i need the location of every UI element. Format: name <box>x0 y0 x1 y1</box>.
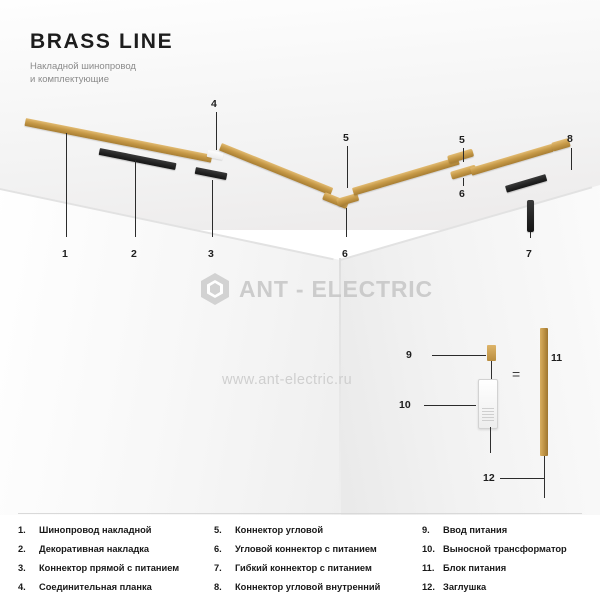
callout-2: 2 <box>131 248 137 260</box>
legend-item-6 <box>214 543 422 555</box>
legend-item-3 <box>18 562 214 574</box>
transformer-vent-lines <box>482 408 494 422</box>
power-input-9-cap <box>487 345 496 361</box>
legend-divider <box>18 513 582 514</box>
legend-item-12 <box>422 581 582 593</box>
callout-4: 4 <box>211 98 217 110</box>
leader-line-5b <box>463 148 464 162</box>
leader-line-1 <box>66 133 67 237</box>
legend-number: 6. <box>214 544 222 554</box>
legend-item-10 <box>422 543 582 555</box>
legend-label: Соединительная планка <box>39 582 152 592</box>
legend-number: 7. <box>214 563 222 573</box>
legend-list <box>18 524 582 593</box>
legend-label: Гибкий коннектор с питанием <box>235 563 372 573</box>
legend-label: Коннектор угловой <box>235 525 324 535</box>
flex-connector-7-body <box>527 200 534 232</box>
callout-6b: 6 <box>459 188 465 200</box>
remote-transformer-10 <box>478 379 498 429</box>
callout-1: 1 <box>62 248 68 260</box>
watermark-logo <box>200 272 433 306</box>
legend-number: 1. <box>18 525 26 535</box>
legend-number: 2. <box>18 544 26 554</box>
legend-label: Декоративная накладка <box>39 544 150 554</box>
callout-8: 8 <box>567 133 573 145</box>
legend-item-8 <box>214 581 422 593</box>
callout-3: 3 <box>208 248 214 260</box>
callout-5b: 5 <box>459 134 465 146</box>
legend-item-2 <box>18 543 214 555</box>
leader-line-12 <box>500 478 544 479</box>
legend-label: Выносной трансформатор <box>443 544 567 554</box>
legend-number: 3. <box>18 563 26 573</box>
equals-sign: = <box>512 366 521 382</box>
leader-line-6b <box>463 178 464 186</box>
legend-label: Заглушка <box>443 582 487 592</box>
legend-number: 8. <box>214 582 222 592</box>
leader-line-3 <box>212 180 213 237</box>
legend-number: 9. <box>422 525 430 535</box>
legend-label: Коннектор угловой внутренний <box>235 582 381 592</box>
page-title: BRASS LINE <box>30 30 174 53</box>
transformer-wire <box>490 427 491 453</box>
callout-9: 9 <box>406 349 412 361</box>
subtitle-line-2: и комплектующие <box>30 74 109 85</box>
watermark-text: ANT - ELECTRIC <box>239 275 433 302</box>
callout-7: 7 <box>526 248 532 260</box>
legend-label: Блок питания <box>443 563 507 573</box>
legend-label: Шинопровод накладной <box>39 525 152 535</box>
callout-10: 10 <box>399 399 411 411</box>
legend-label: Угловой коннектор с питанием <box>235 544 377 554</box>
legend-label: Коннектор прямой с питанием <box>39 563 180 573</box>
legend-item-11 <box>422 562 582 574</box>
hexagon-cube-icon <box>200 272 230 306</box>
legend-item-7 <box>214 562 422 574</box>
subtitle-block <box>30 60 173 86</box>
leader-line-5a <box>347 146 348 188</box>
callout-5a: 5 <box>343 132 349 144</box>
leader-line-2 <box>135 160 136 237</box>
callout-6a: 6 <box>342 248 348 260</box>
leader-line-9 <box>432 355 486 356</box>
leader-line-6a <box>346 208 347 237</box>
legend-number: 4. <box>18 582 26 592</box>
leader-line-8 <box>571 148 572 170</box>
legend-item-1 <box>18 524 214 536</box>
legend-number: 10. <box>422 544 435 554</box>
callout-11: 11 <box>551 352 563 364</box>
legend-item-9 <box>422 524 582 536</box>
power-supply-11-wire <box>544 456 545 498</box>
legend-label: Ввод питания <box>443 525 508 535</box>
legend-item-4 <box>18 581 214 593</box>
watermark-url: www.ant-electric.ru <box>222 372 353 388</box>
legend-number: 11. <box>422 563 435 573</box>
leader-line-4 <box>216 112 217 150</box>
power-supply-11 <box>540 328 548 456</box>
leader-line-10 <box>424 405 476 406</box>
legend-item-5 <box>214 524 422 536</box>
legend-number: 5. <box>214 525 222 535</box>
subtitle-line-1: Накладной шинопровод <box>30 61 136 72</box>
brand-block <box>30 30 173 86</box>
callout-12: 12 <box>483 472 495 484</box>
legend-number: 12. <box>422 582 435 592</box>
